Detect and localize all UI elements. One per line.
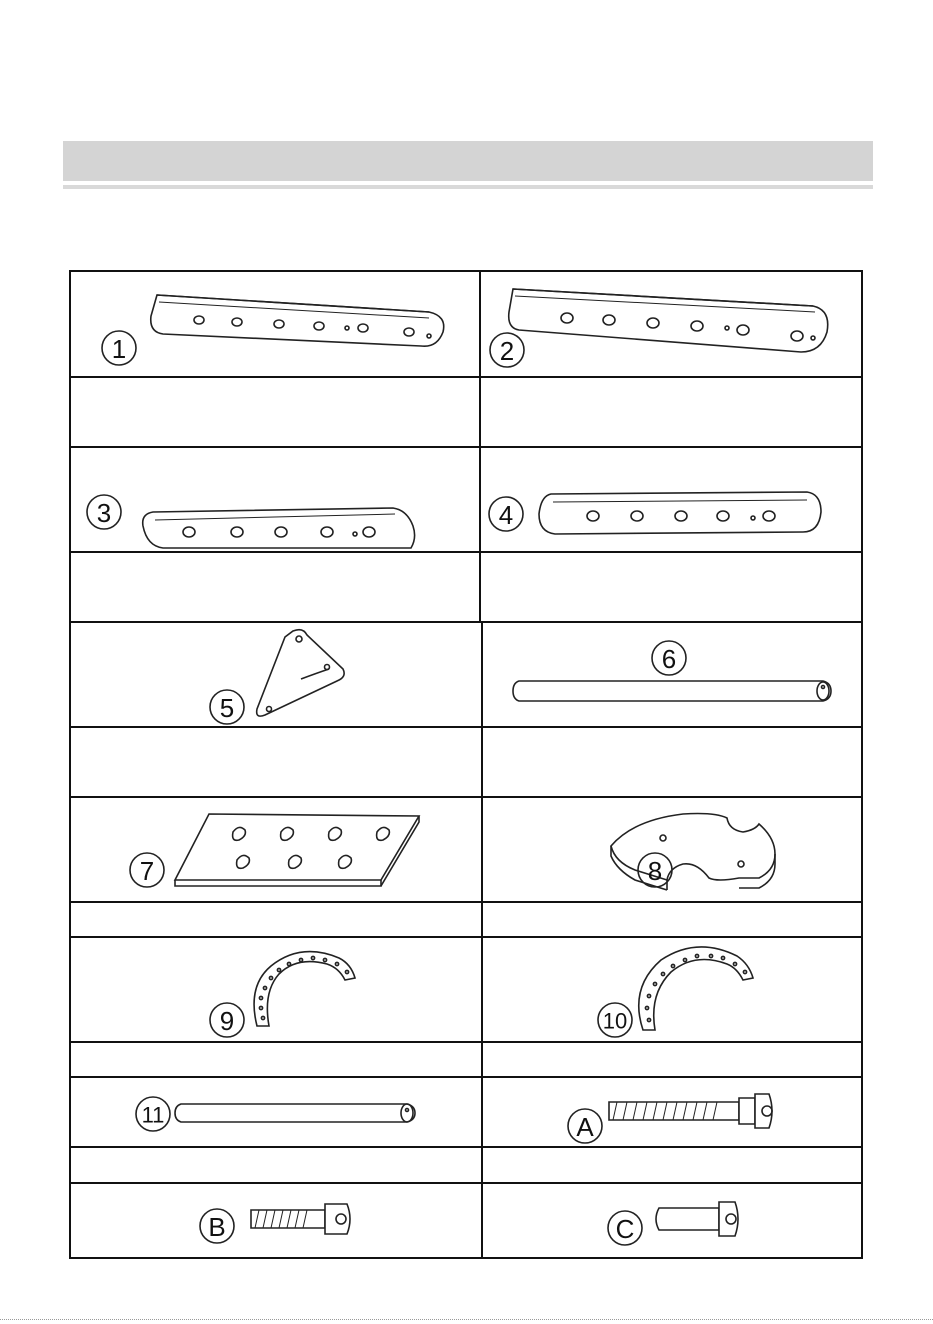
part-5-cell xyxy=(71,623,481,727)
part-6-drawing xyxy=(483,623,865,727)
hardware-b-cell xyxy=(71,1184,481,1259)
part-1-drawing xyxy=(71,272,479,376)
hardware-a-label: A xyxy=(576,1112,594,1142)
part-3-label: 3 xyxy=(96,498,112,528)
part-11-drawing xyxy=(71,1078,481,1147)
part-10-cell xyxy=(483,938,865,1042)
part-8-cell xyxy=(483,798,865,902)
part-11-cell xyxy=(71,1078,481,1147)
part-1-cell xyxy=(71,272,479,376)
part-7-drawing xyxy=(71,798,481,902)
part-7-label: 7 xyxy=(139,856,155,886)
part-8-label: 8 xyxy=(647,856,663,886)
part-3-cell xyxy=(71,448,479,552)
hardware-a-drawing xyxy=(483,1078,865,1147)
part-6-label: 6 xyxy=(661,644,677,674)
parts-table xyxy=(69,270,863,1259)
part-4-cell xyxy=(481,448,865,552)
part-9-drawing xyxy=(71,938,481,1042)
part-5-drawing xyxy=(71,623,481,727)
hardware-c-label: C xyxy=(615,1214,635,1244)
part-9-cell xyxy=(71,938,481,1042)
section-header-bar xyxy=(63,141,873,181)
part-7-cell xyxy=(71,798,481,902)
part-3-drawing xyxy=(71,448,479,552)
part-11-label: 11 xyxy=(141,1102,165,1128)
part-4-drawing xyxy=(481,448,865,552)
hardware-c-drawing xyxy=(483,1184,865,1259)
part-5-label: 5 xyxy=(219,693,235,723)
hardware-c-cell xyxy=(483,1184,865,1259)
table-row-divider xyxy=(71,376,861,378)
header-divider xyxy=(63,185,873,189)
part-10-drawing xyxy=(483,938,865,1042)
part-2-cell xyxy=(481,272,865,376)
hardware-a-cell xyxy=(483,1078,865,1147)
part-2-label: 2 xyxy=(499,336,515,366)
part-10-label: 10 xyxy=(602,1008,628,1034)
hardware-b-label: B xyxy=(208,1212,226,1242)
part-4-label: 4 xyxy=(498,500,514,530)
part-6-cell xyxy=(483,623,865,727)
part-2-drawing xyxy=(481,272,865,376)
hardware-b-drawing xyxy=(71,1184,481,1259)
footer-dotted-line xyxy=(0,1319,933,1323)
part-9-label: 9 xyxy=(219,1006,235,1036)
part-1-label: 1 xyxy=(111,334,127,364)
part-8-drawing xyxy=(483,798,865,902)
